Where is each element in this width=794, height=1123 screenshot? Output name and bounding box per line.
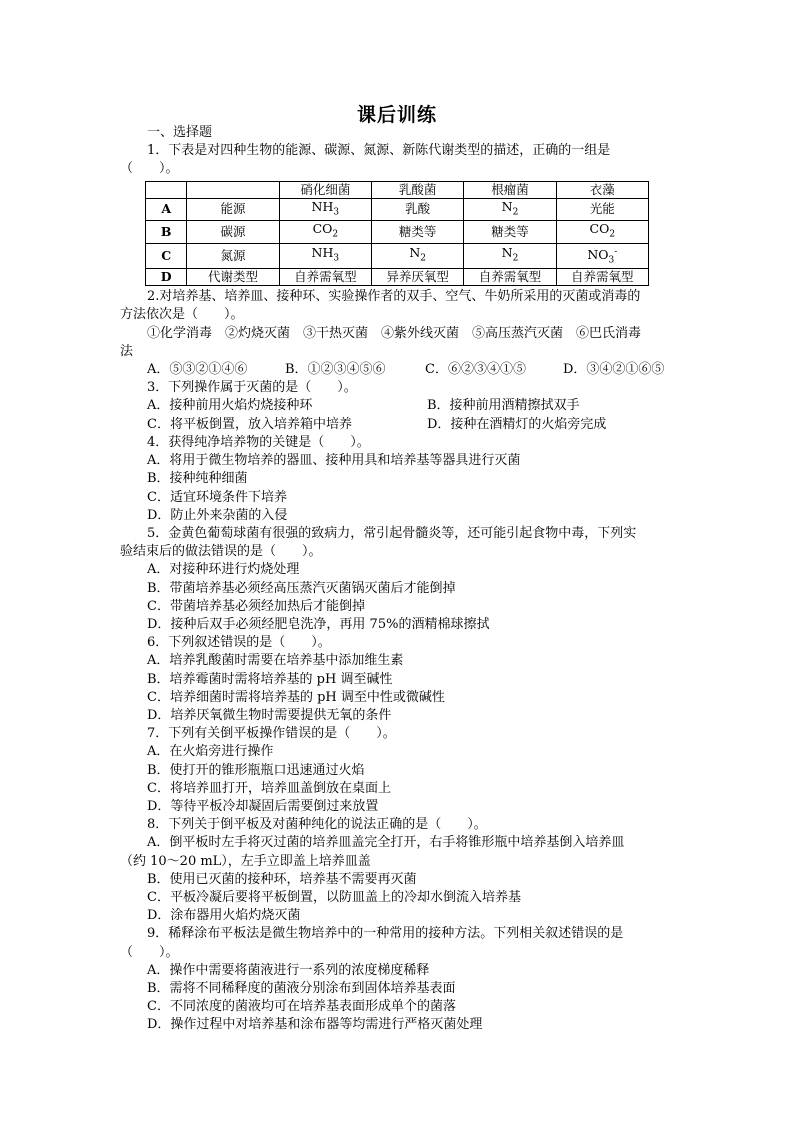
table-cell: $N_2$ xyxy=(464,198,556,221)
q2-methods: ①化学消毒 ②灼烧灭菌 ③干热灭菌 ④紫外线灭菌 ⑤高压蒸汽灭菌 ⑥巴氏消毒 xyxy=(147,325,642,341)
q8-stem: 8．下列关于倒平板及对菌种纯化的说法正确的是（ ）。 xyxy=(147,817,487,833)
q1-stem-cont: （ ）。 xyxy=(120,161,179,177)
option: B．带菌培养基必须经高压蒸汽灭菌锅灭菌后才能倒掉 xyxy=(147,580,456,596)
q5-stem: 5．金黄色葡萄球菌有很强的致病力，常引起骨髓炎等，还可能引起食物中毒，下列实 xyxy=(147,525,637,541)
option: A．将用于微生物培养的器皿、接种用具和培养基等器具进行灭菌 xyxy=(147,453,521,469)
row-label: D xyxy=(146,269,187,286)
option: B．需将不同稀释度的菌液分别涂布到固体培养基表面 xyxy=(147,980,456,996)
option: D．接种在酒精灯的火焰旁完成 xyxy=(427,416,607,432)
option: A．培养乳酸菌时需要在培养基中添加维生素 xyxy=(147,653,404,669)
q4-stem: 4．获得纯净培养物的关键是（ ）。 xyxy=(147,434,370,450)
q7-stem: 7．下列有关倒平板操作错误的是（ ）。 xyxy=(147,726,396,742)
option: A．倒平板时左手将灭过菌的培养皿盖完全打开，右手将锥形瓶中培养基倒入培养皿 xyxy=(147,835,625,851)
option-cont: （约 10～20 mL），左手立即盖上培养皿盖 xyxy=(120,853,371,869)
section-heading: 一、选择题 xyxy=(147,125,213,140)
option: B．①②③④⑤⑥ xyxy=(285,362,386,378)
table-row xyxy=(146,243,649,269)
table-cell: 糖类等 xyxy=(464,221,556,244)
q3-options-row1 xyxy=(120,397,676,415)
q2-methods-cont: 法 xyxy=(120,343,134,359)
table-cell: $CO_2$ xyxy=(279,221,371,244)
option: D．等待平板冷却凝固后需要倒过来放置 xyxy=(147,798,379,814)
option: D．培养厌氧微生物时需要提供无氧的条件 xyxy=(147,707,392,723)
option: A．⑤③②①④⑥ xyxy=(147,362,248,378)
option: A．操作中需要将菌液进行一系列的浓度梯度稀释 xyxy=(147,962,430,978)
table-header-cell: 硝化细菌 xyxy=(279,181,371,198)
row-name: 能源 xyxy=(187,198,279,221)
table-cell: 自养需氧型 xyxy=(556,269,648,286)
q6-stem: 6．下列叙述错误的是（ ）。 xyxy=(147,635,331,651)
option: B．使用已灭菌的接种环，培养基不需要再灭菌 xyxy=(147,871,417,887)
option: A．对接种环进行灼烧处理 xyxy=(147,562,300,578)
row-name: 代谢类型 xyxy=(187,269,279,286)
option: A．在火焰旁进行操作 xyxy=(147,744,274,760)
option: D．涂布器用火焰灼烧灭菌 xyxy=(147,908,301,924)
table-cell: $NO_3^-$ xyxy=(556,243,648,269)
table-row xyxy=(146,269,649,286)
option: D．操作过程中对培养基和涂布器等均需进行严格灭菌处理 xyxy=(147,1017,483,1033)
q2-options xyxy=(120,361,676,379)
table-cell: 异养厌氧型 xyxy=(372,269,464,286)
option: D．防止外来杂菌的入侵 xyxy=(147,507,288,523)
question-list xyxy=(120,124,676,1035)
q1-table xyxy=(145,181,649,287)
option: B．使打开的锥形瓶瓶口迅速通过火焰 xyxy=(147,762,365,778)
table-cell: 光能 xyxy=(556,198,648,221)
table-cell: 糖类等 xyxy=(372,221,464,244)
q2-stem-cont: 方法依次是（ ）。 xyxy=(120,307,244,323)
row-name: 碳源 xyxy=(187,221,279,244)
row-label: C xyxy=(146,243,187,269)
table-header-cell: 根瘤菌 xyxy=(464,181,556,198)
option: B．接种前用酒精擦拭双手 xyxy=(427,398,580,414)
table-cell: 自养需氧型 xyxy=(279,269,371,286)
table-cell: $CO_2$ xyxy=(556,221,648,244)
option: C．适宜环境条件下培养 xyxy=(147,489,287,505)
table-cell: 乳酸 xyxy=(372,198,464,221)
option: B．接种纯种细菌 xyxy=(147,471,248,487)
option: C．不同浓度的菌液均可在培养基表面形成单个的菌落 xyxy=(147,999,456,1015)
q9-stem-cont: （ ）。 xyxy=(120,944,179,960)
page-title: 课后训练 xyxy=(356,104,437,126)
row-label: A xyxy=(146,198,187,221)
table-row xyxy=(146,198,649,221)
q2-stem: 2.对培养基、培养皿、接种环、实验操作者的双手、空气、牛奶所采用的灭菌或消毒的 xyxy=(147,289,641,305)
table-cell: $N_2$ xyxy=(372,243,464,269)
table-header-cell xyxy=(187,181,279,198)
table-header-cell: 衣藻 xyxy=(556,181,648,198)
row-label: B xyxy=(146,221,187,244)
q9-stem: 9．稀释涂布平板法是微生物培养中的一种常用的接种方法。下列相关叙述错误的是 xyxy=(147,926,624,942)
option: C．⑥②③④①⑤ xyxy=(425,362,526,378)
table-header-row xyxy=(146,181,649,198)
q3-options-row2 xyxy=(120,416,676,434)
table-header-cell xyxy=(146,181,187,198)
q5-stem-cont: 验结束后的做法错误的是（ ）。 xyxy=(120,544,322,560)
option: D．③④②①⑥⑤ xyxy=(563,362,665,378)
option: B．培养霉菌时需将培养基的 pH 调至碱性 xyxy=(147,671,393,687)
option: C．培养细菌时需将培养基的 pH 调至中性或微碱性 xyxy=(147,689,445,705)
row-name: 氮源 xyxy=(187,243,279,269)
option: D．接种后双手必须经肥皂洗净，再用 75%的酒精棉球擦拭 xyxy=(147,616,490,632)
table-cell: 自养需氧型 xyxy=(464,269,556,286)
option: C．将培养皿打开，培养皿盖倒放在桌面上 xyxy=(147,780,391,796)
option: A．接种前用火焰灼烧接种环 xyxy=(147,398,313,414)
table-row xyxy=(146,221,649,244)
q1-stem: 1．下表是对四种生物的能源、碳源、氮源、新陈代谢类型的描述，正确的一组是 xyxy=(147,143,611,159)
table-cell: $NH_3$ xyxy=(279,198,371,221)
table-header-cell: 乳酸菌 xyxy=(372,181,464,198)
option: C．将平板倒置，放入培养箱中培养 xyxy=(147,416,352,432)
option: C．平板冷凝后要将平板倒置，以防皿盖上的冷却水倒流入培养基 xyxy=(147,889,521,905)
q3-stem: 3．下列操作属于灭菌的是（ ）。 xyxy=(147,380,357,396)
table-cell: $N_2$ xyxy=(464,243,556,269)
option: C．带菌培养基必须经加热后才能倒掉 xyxy=(147,598,365,614)
table-cell: $NH_3$ xyxy=(279,243,371,269)
